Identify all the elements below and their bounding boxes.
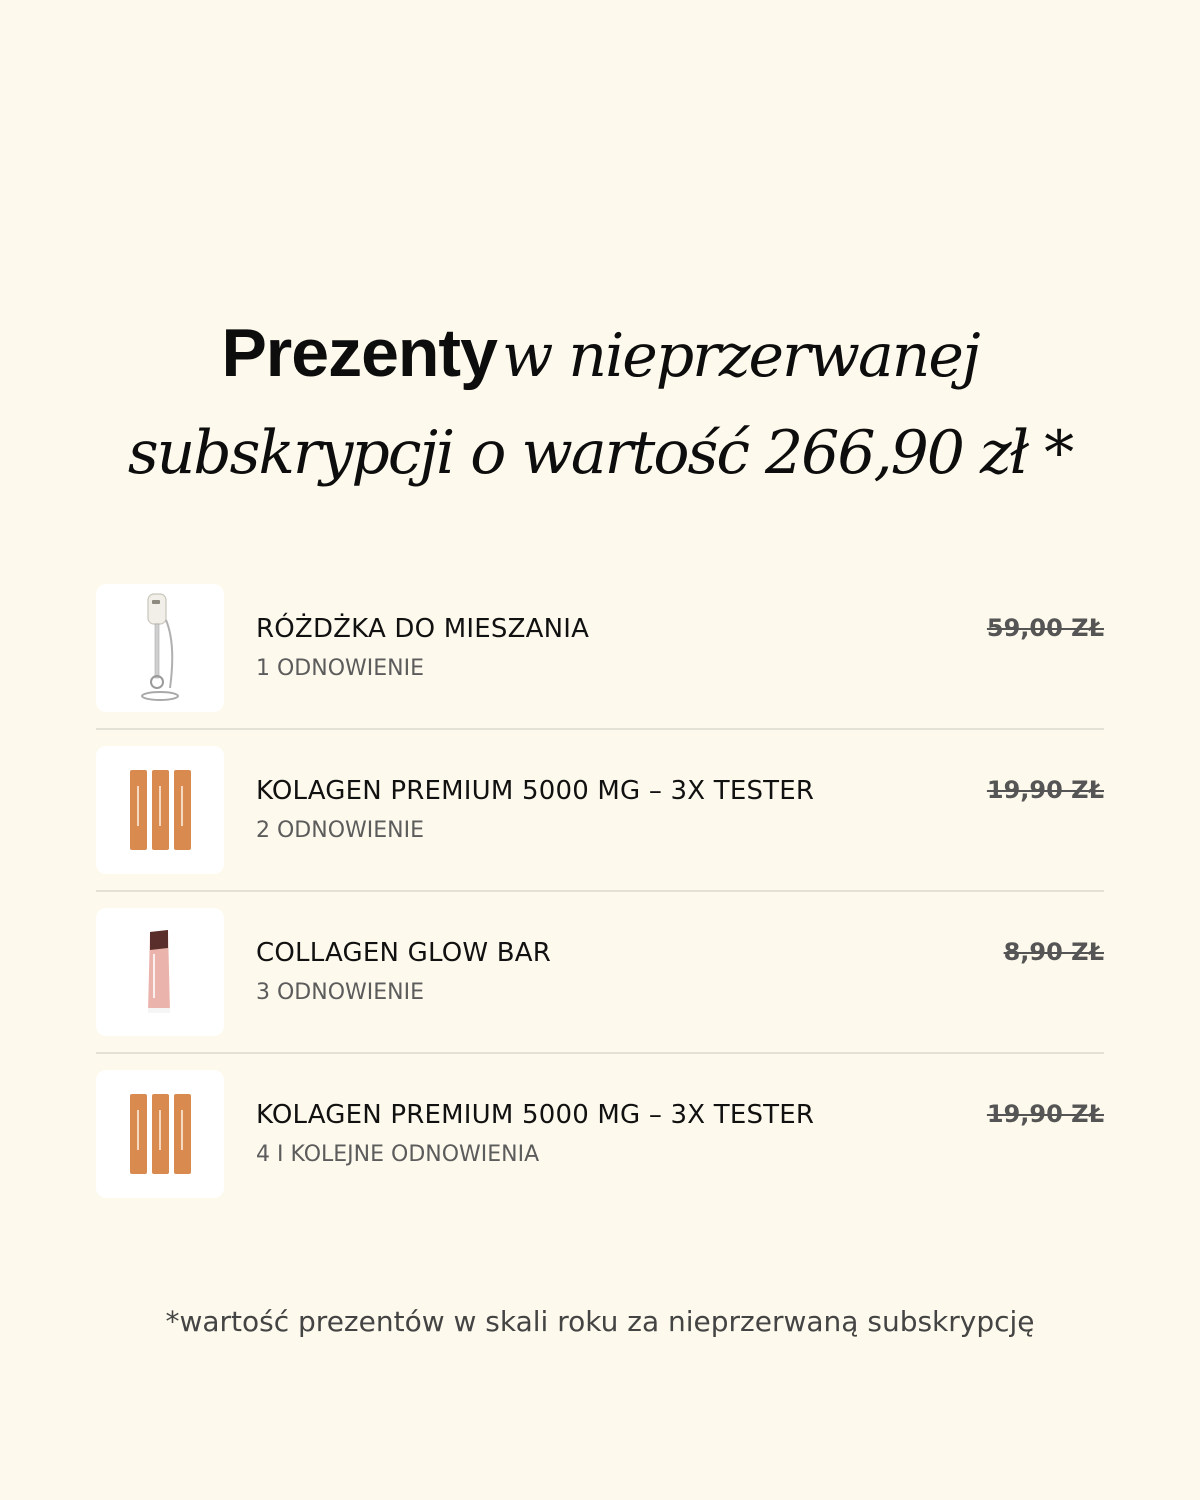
headline-bold: Prezenty (221, 315, 497, 391)
gift-renewal: 4 I KOLEJNE ODNOWIENIA (256, 1142, 540, 1167)
collagen-sachets-icon (96, 746, 224, 874)
gift-price: 8,90 ZŁ (1003, 938, 1104, 966)
divider (96, 890, 1104, 892)
gift-name: COLLAGEN GLOW BAR (256, 938, 552, 968)
gift-name: KOLAGEN PREMIUM 5000 MG – 3X TESTER (256, 776, 815, 806)
collagen-sachets-icon (96, 1070, 224, 1198)
headline-italic-1: w nieprzerwanej (502, 321, 979, 391)
milk-frother-icon (96, 584, 224, 712)
gift-renewal: 2 ODNOWIENIE (256, 818, 425, 843)
gift-list (96, 584, 1104, 1198)
headline-italic-2: subskrypcji o wartość 266,90 zł * (127, 418, 1073, 488)
headline (0, 312, 1200, 494)
gift-name: RÓŻDŻKA DO MIESZANIA (256, 614, 590, 644)
gift-thumbnail (96, 908, 224, 1036)
divider (96, 728, 1104, 730)
gift-thumbnail (96, 584, 224, 712)
gift-renewal: 1 ODNOWIENIE (256, 656, 425, 681)
gift-price: 59,00 ZŁ (986, 614, 1104, 642)
gift-thumbnail (96, 746, 224, 874)
gift-thumbnail (96, 1070, 224, 1198)
gift-price: 19,90 ZŁ (986, 1100, 1104, 1128)
gift-item-3 (96, 908, 1104, 1036)
divider (96, 1052, 1104, 1054)
headline-line-1 (0, 312, 1200, 412)
gift-item-2 (96, 746, 1104, 874)
footnote: *wartość prezentów w skali roku za nieprzerwaną subskrypcję (165, 1305, 1035, 1338)
gift-item-1 (96, 584, 1104, 712)
glow-bar-icon (96, 908, 224, 1036)
gift-name: KOLAGEN PREMIUM 5000 MG – 3X TESTER (256, 1100, 815, 1130)
gift-renewal: 3 ODNOWIENIE (256, 980, 425, 1005)
gift-item-4 (96, 1070, 1104, 1198)
gift-price: 19,90 ZŁ (986, 776, 1104, 804)
